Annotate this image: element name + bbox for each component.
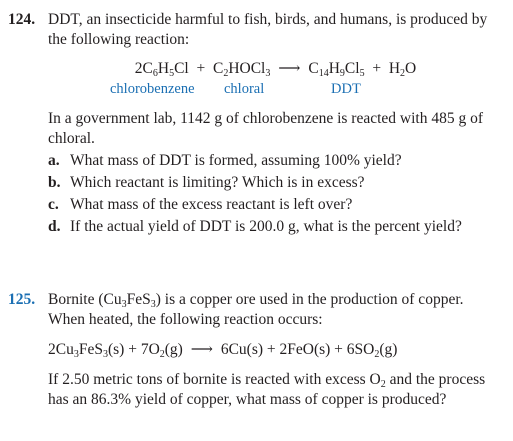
- sub-question-text: What mass of the excess reactant is left over?: [70, 196, 353, 213]
- eq-subscript: 3: [73, 349, 79, 360]
- sub-question: [48, 195, 503, 215]
- reaction-arrow: ⟶: [278, 60, 301, 77]
- eq-term: (g): [379, 341, 398, 358]
- reaction-arrow: ⟶: [190, 341, 213, 358]
- eq-term: HOCl: [228, 60, 266, 77]
- eq-subscript: 9: [339, 68, 345, 79]
- reactant-labels: [48, 79, 503, 99]
- sub-question-letter: d.: [48, 218, 61, 235]
- problem-intro: [48, 290, 503, 330]
- problem-124: [8, 10, 503, 239]
- sub-questions: [48, 151, 503, 237]
- eq-term: O: [405, 60, 417, 77]
- eq-term: (g): [164, 341, 183, 358]
- intro-subscript: 3: [121, 299, 127, 310]
- eq-term: 2Cu: [48, 341, 74, 358]
- reaction-equation: [48, 340, 503, 360]
- statement-text: and the process has an 86.3% yield of copper, what mass of copper is produced?: [48, 371, 486, 408]
- label-chlorobenzene: chlorobenzene: [110, 81, 195, 97]
- eq-plus: +: [372, 60, 382, 77]
- problem-number: 124.: [8, 11, 36, 28]
- eq-subscript: 14: [318, 68, 329, 79]
- problem-125: [8, 290, 503, 410]
- reaction-equation: [48, 59, 503, 79]
- eq-term: FeS: [78, 341, 103, 358]
- sub-question-letter: c.: [48, 196, 59, 213]
- sub-question-text: Which reactant is limiting? Which is in excess?: [70, 174, 365, 191]
- problem-statement: In a government lab, 1142 g of chlorobenzene is reacted with 485 g of chloral.: [48, 110, 484, 147]
- label-chloral: chloral: [224, 81, 265, 97]
- eq-subscript: 2: [223, 68, 229, 79]
- eq-plus: +: [196, 60, 206, 77]
- eq-subscript: 5: [169, 68, 175, 79]
- sub-question-text: If the actual yield of DDT is 200.0 g, what is the percent yield?: [70, 218, 462, 235]
- problem-number: 125.: [8, 291, 36, 308]
- eq-subscript: 6: [152, 68, 158, 79]
- sub-question: [48, 151, 503, 171]
- sub-question-letter: b.: [48, 174, 61, 191]
- eq-subscript: 2: [374, 349, 380, 360]
- sub-question: [48, 217, 503, 237]
- sub-question: [48, 173, 503, 193]
- eq-subscript: 5: [359, 68, 365, 79]
- eq-term: H: [328, 60, 340, 77]
- eq-term: H: [388, 60, 401, 77]
- eq-subscript: 3: [265, 68, 271, 79]
- statement-subscript: 2: [380, 379, 386, 390]
- intro-text: FeS: [126, 291, 151, 308]
- eq-term: Cl: [174, 60, 189, 77]
- statement-text: If 2.50 metric tons of bornite is reacted with excess O: [48, 371, 381, 388]
- eq-term: 2: [134, 60, 143, 77]
- eq-term: C: [308, 60, 319, 77]
- eq-term: H: [157, 60, 170, 77]
- intro-subscript: 3: [150, 299, 156, 310]
- sub-question-letter: a.: [48, 152, 60, 169]
- label-ddt: DDT: [331, 81, 361, 97]
- eq-subscript: 2: [400, 68, 406, 79]
- problem-statement: [48, 370, 503, 410]
- intro-text: ) is a copper ore used in the production of copper. When heated, the following reaction occurs:: [48, 291, 464, 328]
- eq-term: C: [212, 60, 224, 77]
- eq-term: C: [142, 60, 153, 77]
- eq-subscript: 2: [159, 349, 165, 360]
- problem-intro: DDT, an insecticide harmful to fish, birds, and humans, is produced by the following reaction:: [48, 11, 488, 48]
- eq-subscript: 3: [102, 349, 108, 360]
- sub-question-text: What mass of DDT is formed, assuming 100% yield?: [70, 152, 402, 169]
- intro-text: Bornite (Cu: [48, 291, 122, 308]
- eq-term: 6Cu(s) + 2FeO(s) + 6SO: [220, 341, 375, 358]
- eq-term: Cl: [344, 60, 360, 77]
- eq-term: (s) + 7O: [107, 341, 160, 358]
